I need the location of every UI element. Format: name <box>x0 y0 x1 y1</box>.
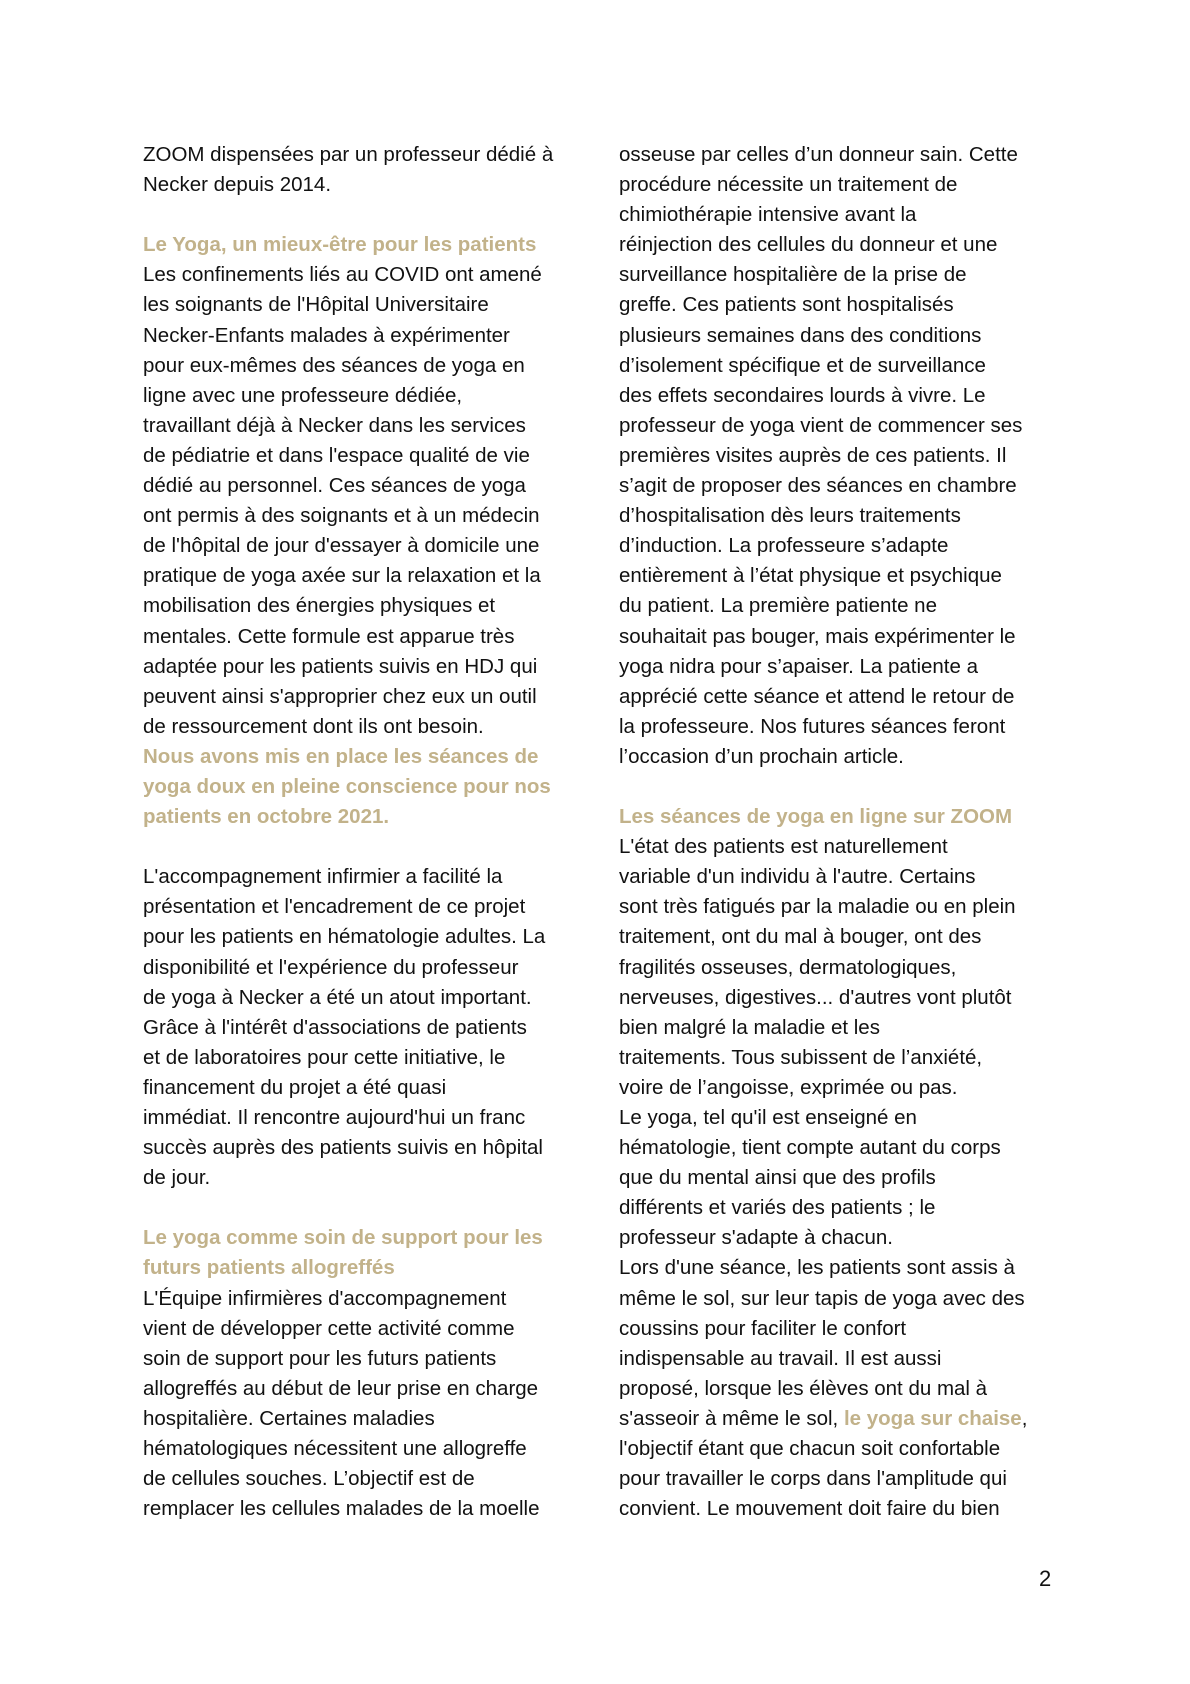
text-line: fragilités osseuses, dermatologiques, <box>619 955 957 979</box>
text-line: entièrement à l’état physique et psychique <box>619 564 1002 588</box>
text-line: pratique de yoga axée sur la relaxation et la <box>143 564 541 588</box>
heading-line: Le Yoga, un mieux-être pour les patients <box>143 233 537 257</box>
text-line: professeur de yoga vient de commencer ses <box>619 413 1023 437</box>
text-line: soin de support pour les futurs patients <box>143 1346 497 1370</box>
paragraph-spacer <box>143 832 583 862</box>
text-line: Les confinements liés au COVID ont amené <box>143 263 542 287</box>
text-line: de l'hôpital de jour d'essayer à domicile une <box>143 534 540 558</box>
text-line: pour travailler le corps dans l'amplitude qui <box>619 1467 1007 1491</box>
text-line: premières visites auprès de ces patients. Il <box>619 443 1007 467</box>
text-line: allogreffés au début de leur prise en charge <box>143 1376 539 1400</box>
text-line: pour eux-mêmes des séances de yoga en <box>143 353 525 377</box>
text-line: la professeure. Nos futures séances feront <box>619 714 1006 738</box>
text-line: d’isolement spécifique et de surveillance <box>619 353 986 377</box>
text-line: même le sol, sur leur tapis de yoga avec des <box>619 1286 1025 1310</box>
highlight-october-2021 <box>143 742 583 832</box>
text-line: de pédiatrie et dans l'espace qualité de vie <box>143 443 530 467</box>
text-line: voire de l’angoisse, exprimée ou pas. <box>619 1075 958 1099</box>
text-line: sont très fatigués par la maladie ou en plein <box>619 895 1016 919</box>
text-line: ont permis à des soignants et à un médecin <box>143 504 540 528</box>
text-line: financement du projet a été quasi <box>143 1075 447 1099</box>
text-line: différents et variés des patients ; le <box>619 1196 936 1220</box>
text-line: dédié au personnel. Ces séances de yoga <box>143 474 526 498</box>
text-line: osseuse par celles d’un donneur sain. Cette <box>619 143 1018 166</box>
text-line: surveillance hospitalière de la prise de <box>619 263 967 287</box>
text-line: ligne avec une professeure dédiée, <box>143 383 463 407</box>
text-line: que du mental ainsi que des profils <box>619 1166 936 1190</box>
text-line: procédure nécessite un traitement de <box>619 173 958 197</box>
text-line: les soignants de l'Hôpital Universitaire <box>143 293 489 317</box>
text-line: Lors d'une séance, les patients sont assis à <box>619 1256 1015 1280</box>
section-zoom-tail <box>619 1434 1059 1524</box>
text-line: professeur s'adapte à chacun. <box>619 1226 894 1250</box>
text-line: L'état des patients est naturellement <box>619 835 948 859</box>
page-number: 2 <box>1039 1566 1052 1591</box>
text-line: bien malgré la maladie et les <box>619 1015 880 1039</box>
section-heading-soin-de-support <box>143 1223 583 1283</box>
text-line: d’induction. La professeure s’adapte <box>619 534 949 558</box>
text-line: de cellules souches. L’objectif est de <box>143 1467 475 1491</box>
text-line: proposé, lorsque les élèves ont du mal à <box>619 1376 988 1400</box>
text-line: patients en octobre 2021. <box>143 805 390 829</box>
text-line: immédiat. Il rencontre aujourd'hui un franc <box>143 1106 526 1129</box>
text-line: réinjection des cellules du donneur et une <box>619 233 998 257</box>
text-line: de ressourcement dont ils ont besoin. <box>143 714 484 738</box>
text-line: adaptée pour les patients suivis en HDJ qui <box>143 654 538 678</box>
text-line: coussins pour faciliter le confort <box>619 1316 907 1340</box>
heading-line: Les séances de yoga en ligne sur ZOOM <box>619 805 1013 829</box>
text-line: Grâce à l'intérêt d'associations de patients <box>143 1015 527 1039</box>
paragraph-accompagnement <box>143 862 583 1193</box>
text-line: Necker depuis 2014. <box>143 173 332 197</box>
continuation-paragraph <box>619 140 1059 772</box>
text-line: pour les patients en hématologie adultes. La <box>143 925 546 949</box>
text-line: Necker-Enfants malades à expérimenter <box>143 323 510 347</box>
text-line: ZOOM dispensées par un professeur dédié à <box>143 143 554 166</box>
text-line: hématologiques nécessitent une allogreffe <box>143 1437 527 1461</box>
intro-paragraph <box>143 140 583 200</box>
text-line: présentation et l'encadrement de ce projet <box>143 895 526 919</box>
text-line: variable d'un individu à l'autre. Certains <box>619 865 976 889</box>
text-line: hématologie, tient compte autant du corps <box>619 1136 1001 1160</box>
text-line: traitement, ont du mal à bouger, ont des <box>619 925 982 949</box>
text-line: disponibilité et l'expérience du professeur <box>143 955 519 979</box>
text-line: vient de développer cette activité comme <box>143 1316 515 1340</box>
text-line: nerveuses, digestives... d'autres vont plutôt <box>619 985 1012 1009</box>
paragraph-spacer <box>143 1193 583 1223</box>
text-line: des effets secondaires lourds à vivre. Le <box>619 383 986 407</box>
text-line: travaillant déjà à Necker dans les services <box>143 413 526 437</box>
text-line: apprécié cette séance et attend le retour de <box>619 684 1015 708</box>
text-line: L'Équipe infirmières d'accompagnement <box>143 1286 507 1310</box>
text-line: yoga doux en pleine conscience pour nos <box>143 774 551 798</box>
text-line: du patient. La première patiente ne <box>619 594 937 618</box>
text-line: Le yoga comme soin de support pour les <box>143 1226 543 1250</box>
text-line: futurs patients allogreffés <box>143 1256 395 1280</box>
text-line: peuvent ainsi s'approprier chez eux un outil <box>143 684 537 708</box>
text-line: indispensable au travail. Il est aussi <box>619 1346 942 1370</box>
text-line: et de laboratoires pour cette initiative, le <box>143 1045 506 1069</box>
text-before: s'asseoir à même le sol, <box>619 1406 844 1430</box>
paragraph-spacer <box>143 200 583 230</box>
text-line: chimiothérapie intensive avant la <box>619 203 917 227</box>
text-line: L'accompagnement infirmier a facilité la <box>143 865 503 889</box>
section-soin-de-support-body <box>143 1284 583 1525</box>
text-line: traitements. Tous subissent de l’anxiété, <box>619 1045 983 1069</box>
section-yoga-mieux-etre-body <box>143 260 583 742</box>
text-line: yoga nidra pour s’apaiser. La patiente a <box>619 654 979 678</box>
highlight-yoga-sur-chaise: le yoga sur chaise <box>843 1406 1022 1430</box>
text-line: plusieurs semaines dans des conditions <box>619 323 982 347</box>
section-heading-zoom <box>619 802 1059 832</box>
text-line: mobilisation des énergies physiques et <box>143 594 496 618</box>
text-line: mentales. Cette formule est apparue très <box>143 624 515 648</box>
text-line: greffe. Ces patients sont hospitalisés <box>619 293 954 317</box>
text-line: convient. Le mouvement doit faire du bien <box>619 1497 1000 1521</box>
text-line: l'objectif étant que chacun soit confortable <box>619 1437 1001 1461</box>
section-heading-yoga-mieux-etre <box>143 230 583 260</box>
text-line: de jour. <box>143 1166 211 1190</box>
section-zoom-body <box>619 832 1059 1404</box>
mixed-line-yoga-sur-chaise <box>619 1404 1059 1434</box>
text-line <box>619 1404 1059 1434</box>
text-line: l’occasion d’un prochain article. <box>619 744 904 768</box>
text-after: , <box>1021 1406 1028 1430</box>
text-line: d’hospitalisation dès leurs traitements <box>619 504 961 528</box>
text-line: succès auprès des patients suivis en hôpital <box>143 1136 543 1160</box>
text-line: Nous avons mis en place les séances de <box>143 744 539 768</box>
right-column <box>619 140 1059 1524</box>
text-line: hospitalière. Certaines maladies <box>143 1406 435 1430</box>
text-line: s’agit de proposer des séances en chambre <box>619 474 1017 498</box>
text-line: remplacer les cellules malades de la moelle <box>143 1497 540 1521</box>
left-column <box>143 140 583 1524</box>
text-line: souhaitait pas bouger, mais expérimenter le <box>619 624 1016 648</box>
text-line: de yoga à Necker a été un atout important. <box>143 985 532 1009</box>
text-line: Le yoga, tel qu'il est enseigné en <box>619 1106 917 1129</box>
paragraph-spacer <box>619 772 1059 802</box>
